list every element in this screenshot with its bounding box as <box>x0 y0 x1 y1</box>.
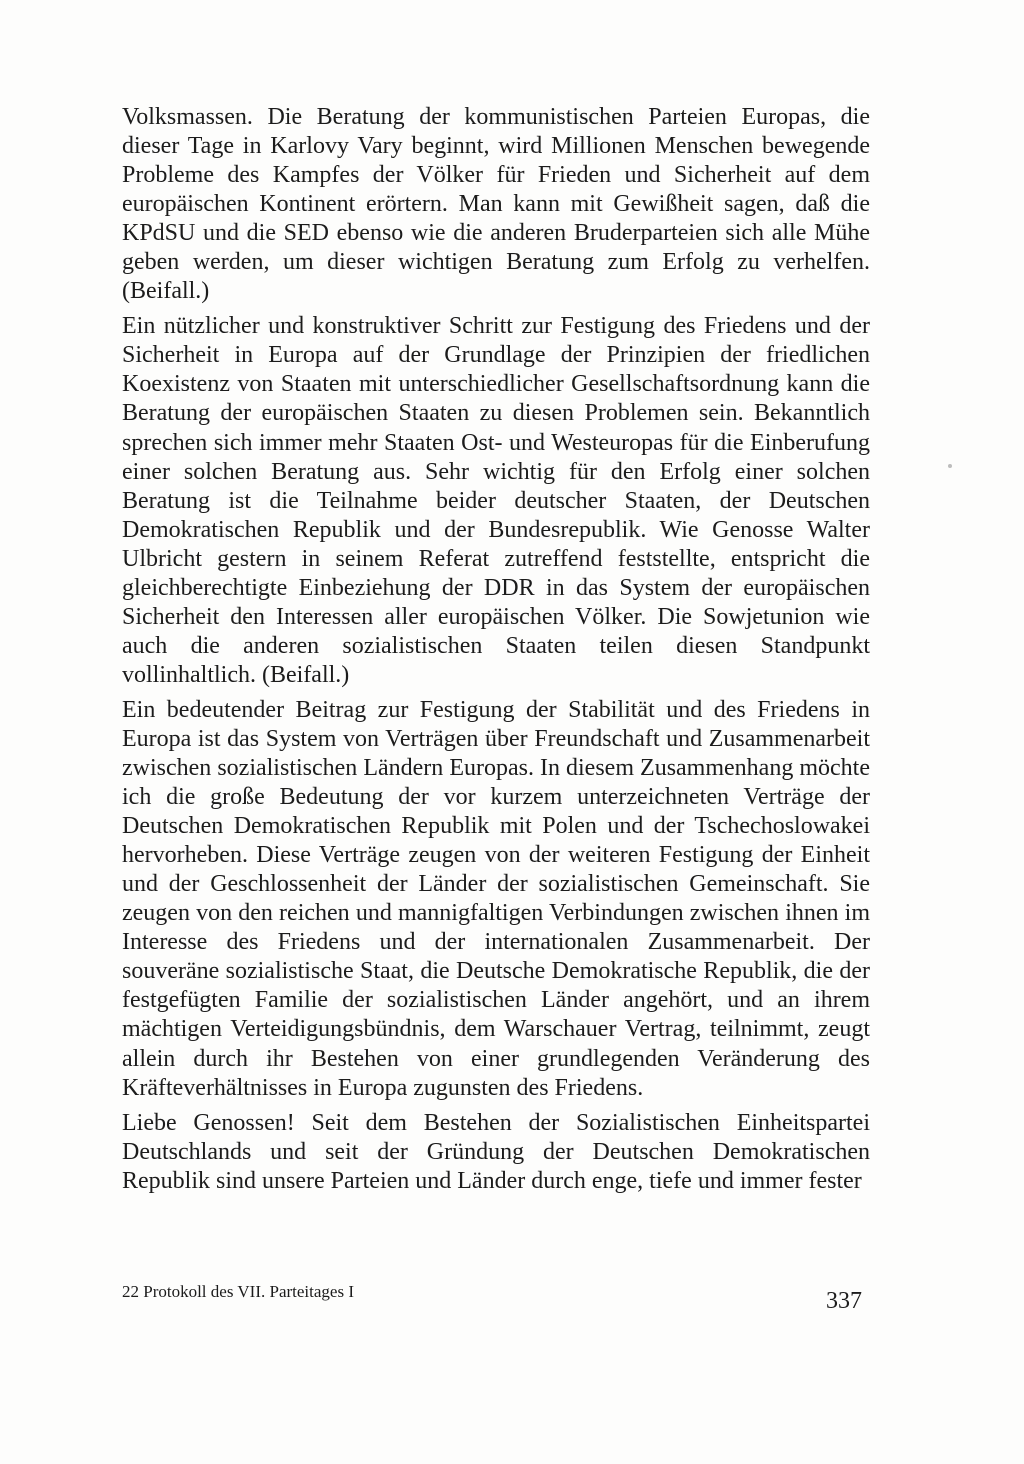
margin-speck <box>948 464 952 468</box>
body-text <box>122 103 870 1196</box>
paragraph-4: Liebe Genossen! Seit dem Bestehen der Sozialistischen Einheitspartei Deutschlands und seit der Gründung der Deutschen Demokratischen Republik sind unsere Parteien und Länder durch enge, tiefe und immer fester <box>122 1109 870 1194</box>
printer-signature: 22 Protokoll des VII. Parteitages I <box>122 1282 354 1301</box>
page-number: 337 <box>826 1288 862 1314</box>
paragraph-3: Ein bedeutender Beitrag zur Festigung der Stabilität und des Friedens in Europa ist das System von Verträgen über Freundschaft und Zusammenarbeit zwischen sozialistischen Ländern Europas. In diesem Zusammenhang möchte ich die große Bedeutung der vor kurzem unterzeichneten Verträge der Deutschen Demokratischen Republik mit Polen und der Tschechoslowakei hervorheben. Diese Verträge zeugen von der weiteren Festigung der Einheit und der Geschlossenheit der Länder der sozialistischen Gemeinschaft. Sie zeugen von den reichen und mannigfaltigen Verbindungen zwischen ihnen im Interesse des Friedens und der internationalen Zusammenarbeit. Der souveräne sozialistische Staat, die Deutsche Demokratische Republik, die der festgefügten Familie der sozialistischen Länder angehört, und an ihrem mächtigen Verteidigungsbündnis, dem Warschauer Vertrag, teilnimmt, zeugt allein durch ihr Bestehen von einer grundlegenden Veränderung des Kräfteverhältnisses in Europa zugunsten des Friedens. <box>122 696 870 1101</box>
paragraph-1: Volksmassen. Die Beratung der kommunistischen Parteien Europas, die dieser Tage in Karlovy Vary beginnt, wird Millionen Menschen bewegende Probleme des Kampfes der Völker für Frieden und Sicherheit auf dem europäischen Kontinent erörtern. Man kann mit Gewißheit sagen, daß die KPdSU und die SED ebenso wie die anderen Bruderparteien sich alle Mühe geben werden, um dieser wichtigen Beratung zum Erfolg zu verhelfen. (Beifall.) <box>122 104 870 305</box>
paragraph-2: Ein nützlicher und konstruktiver Schritt zur Festigung des Friedens und der Sicherheit in Europa auf der Grundlage der Prinzipien der friedlichen Koexistenz von Staaten mit unterschiedlicher Gesellschaftsordnung kann die Beratung der europäischen Staaten zu diesen Problemen sein. Bekanntlich sprechen sich immer mehr Staaten Ost- und Westeuropas für die Einberufung einer solchen Beratung aus. Sehr wichtig für den Erfolg einer solchen Beratung ist die Teilnahme beider deutscher Staaten, der Deutschen Demokratischen Republik und der Bundesrepublik. Wie Genosse Walter Ulbricht gestern in seinem Referat zutreffend feststellte, entspricht die gleichberechtigte Einbeziehung der DDR in das System der europäischen Sicherheit den Interessen aller europäischen Völker. Die Sowjetunion wie auch die anderen sozialistischen Staaten teilen diesen Standpunkt vollinhaltlich. (Beifall.) <box>122 313 870 688</box>
